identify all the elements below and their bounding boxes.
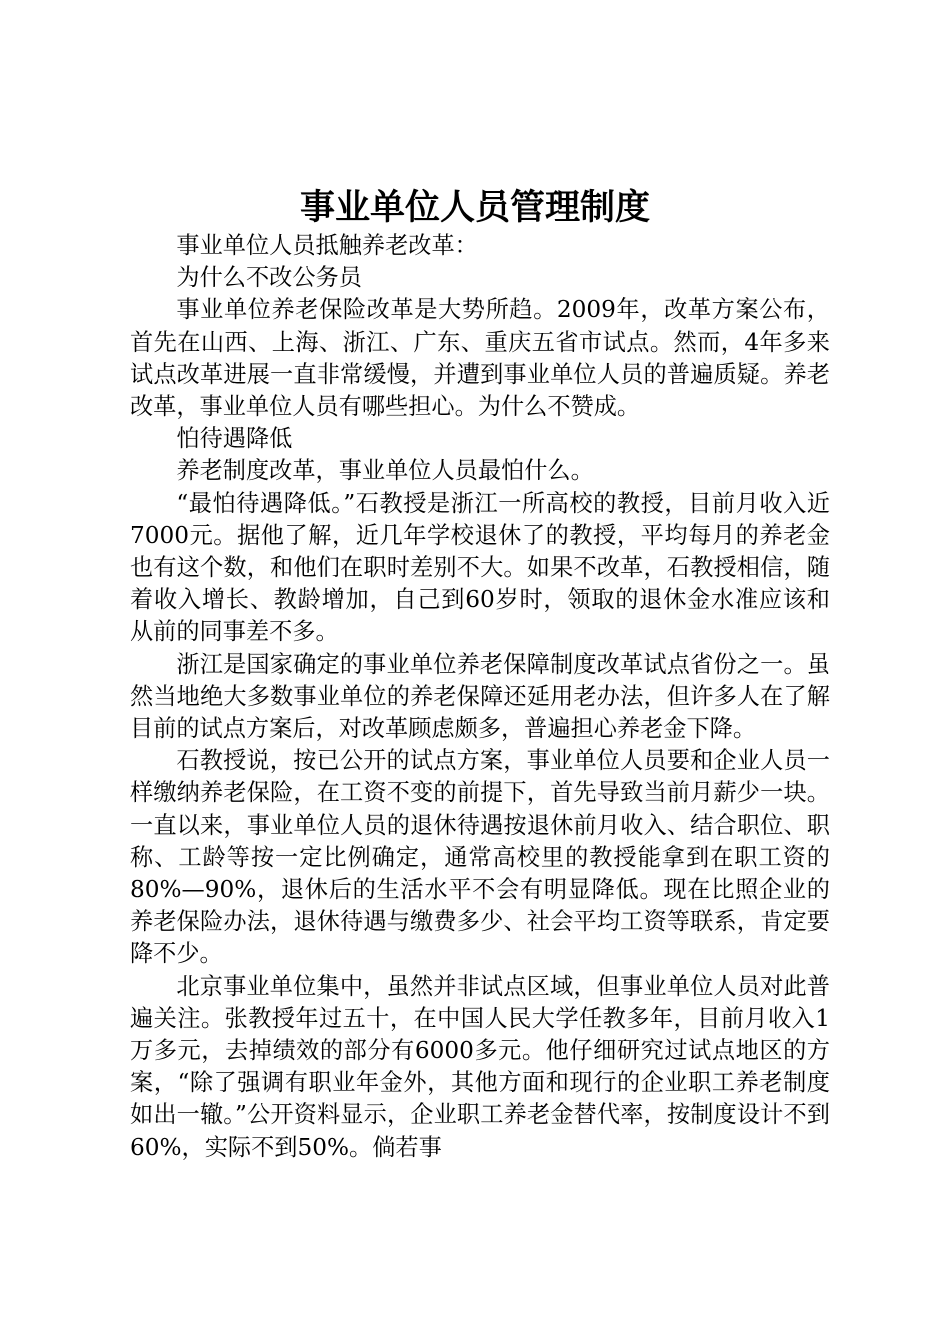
paragraph: 石教授说，按已公开的试点方案，事业单位人员要和企业人员一样缴纳养老保险，在工资不变的前提下，首先导致当前月薪少一块。一直以来，事业单位人员的退休待遇按退休前月收入、结合职位、职称、工龄等按一定比例确定，通常高校里的教授能拿到在职工资的80%—90%，退休后的生活水平不会有明显降低。现在比照企业的养老保险办法，退休待遇与缴费多少、社会平均工资等联系，肯定要降不少。 (130, 747, 830, 968)
paragraph: 北京事业单位集中，虽然并非试点区域，但事业单位人员对此普遍关注。张教授年过五十，在中国人民大学任教多年，目前月收入1万多元，去掉绩效的部分有6000多元。他仔细研究过试点地区的方案，“除了强调有职业年金外，其他方面和现行的企业职工养老制度如出一辙。”公开资料显示，企业职工养老金替代率，按制度设计不到60%，实际不到50%。倘若事 (130, 972, 830, 1161)
document-title: 事业单位人员管理制度 (299, 187, 650, 228)
paragraph: 怕待遇降低 (176, 425, 293, 453)
document-body (130, 230, 830, 1164)
paragraph: 浙江是国家确定的事业单位养老保障制度改革试点省份之一。虽然当地绝大多数事业单位的养老保障还延用老办法，但许多人在了解目前的试点方案后，对改革顾虑颇多，普遍担心养老金下降。 (130, 650, 830, 743)
paragraph: 养老制度改革，事业单位人员最怕什么。 (176, 457, 594, 485)
paragraph: 事业单位养老保险改革是大势所趋。2009年，改革方案公布，首先在山西、上海、浙江、广东、重庆五省市试点。然而，4年多来试点改革进展一直非常缓慢，并遭到事业单位人员的普遍质疑。养老改革，事业单位人员有哪些担心。为什么不赞成。 (130, 296, 830, 421)
paragraph: “最怕待遇降低。”石教授是浙江一所高校的教授，目前月收入近7000元。据他了解，近几年学校退休了的教授，平均每月的养老金也有这个数，和他们在职时差别不大。如果不改革，石教授相信，随着收入增长、教龄增加，自己到60岁时，领取的退休金水准应该和从前的同事差不多。 (130, 489, 830, 646)
paragraph: 事业单位人员抵触养老改革： (176, 232, 478, 259)
paragraph: 为什么不改公务员 (176, 264, 362, 292)
